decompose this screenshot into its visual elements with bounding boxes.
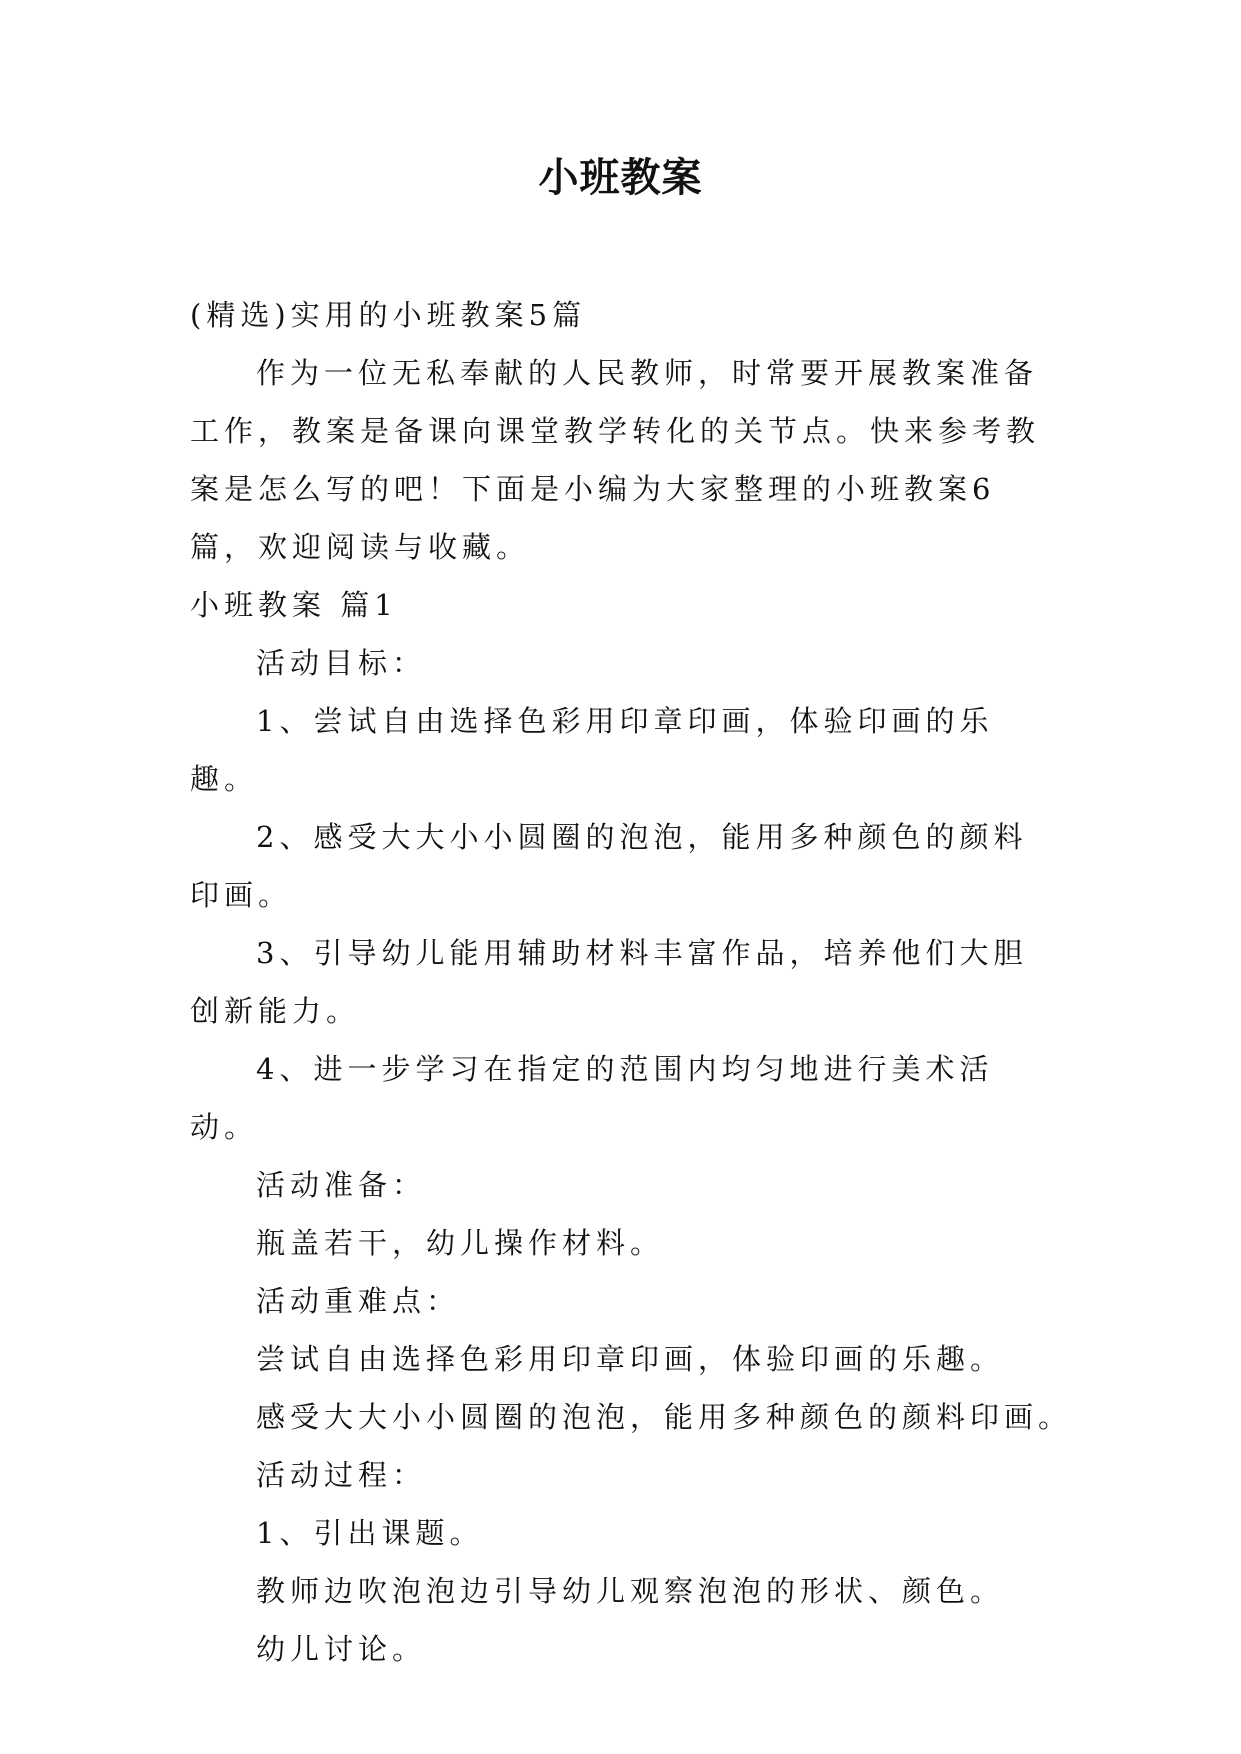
doc-subtitle: (精选)实用的小班教案5篇 (190, 298, 587, 332)
key-points-heading: 活动重难点： (256, 1284, 461, 1318)
section-heading: 小班教案 篇1 (190, 588, 398, 622)
goal-item: 1、尝试自由选择色彩用印章印画，体验印画的乐趣。 (190, 704, 994, 796)
goal-item: 2、感受大大小小圆圈的泡泡，能用多种颜色的颜料印画。 (190, 820, 1028, 912)
document-title: 小班教案 (538, 154, 703, 201)
goal-item: 3、引导幼儿能用辅助材料丰富作品，培养他们大胆创新能力。 (190, 936, 1028, 1028)
document-body (190, 286, 1073, 1678)
key-point-text: 尝试自由选择色彩用印章印画，体验印画的乐趣。 (256, 1342, 1005, 1376)
process-text: 幼儿讨论。 (256, 1632, 427, 1666)
activity-prep-heading: 活动准备： (256, 1168, 427, 1202)
activity-goals-heading: 活动目标： (256, 646, 427, 680)
process-text: 教师边吹泡泡边引导幼儿观察泡泡的形状、颜色。 (256, 1574, 1005, 1608)
process-step: 1、引出课题。 (256, 1516, 484, 1550)
intro-paragraph: 作为一位无私奉献的人民教师，时常要开展教案准备工作，教案是备课向课堂教学转化的关节点。快来参考教案是怎么写的吧！下面是小编为大家整理的小班教案6篇，欢迎阅读与收藏。 (190, 356, 1041, 564)
prep-text: 瓶盖若干，幼儿操作材料。 (256, 1226, 665, 1260)
goal-item: 4、进一步学习在指定的范围内均匀地进行美术活动。 (190, 1052, 994, 1144)
activity-process-heading: 活动过程： (256, 1458, 427, 1492)
key-point-text: 感受大大小小圆圈的泡泡，能用多种颜色的颜料印画。 (256, 1400, 1073, 1434)
